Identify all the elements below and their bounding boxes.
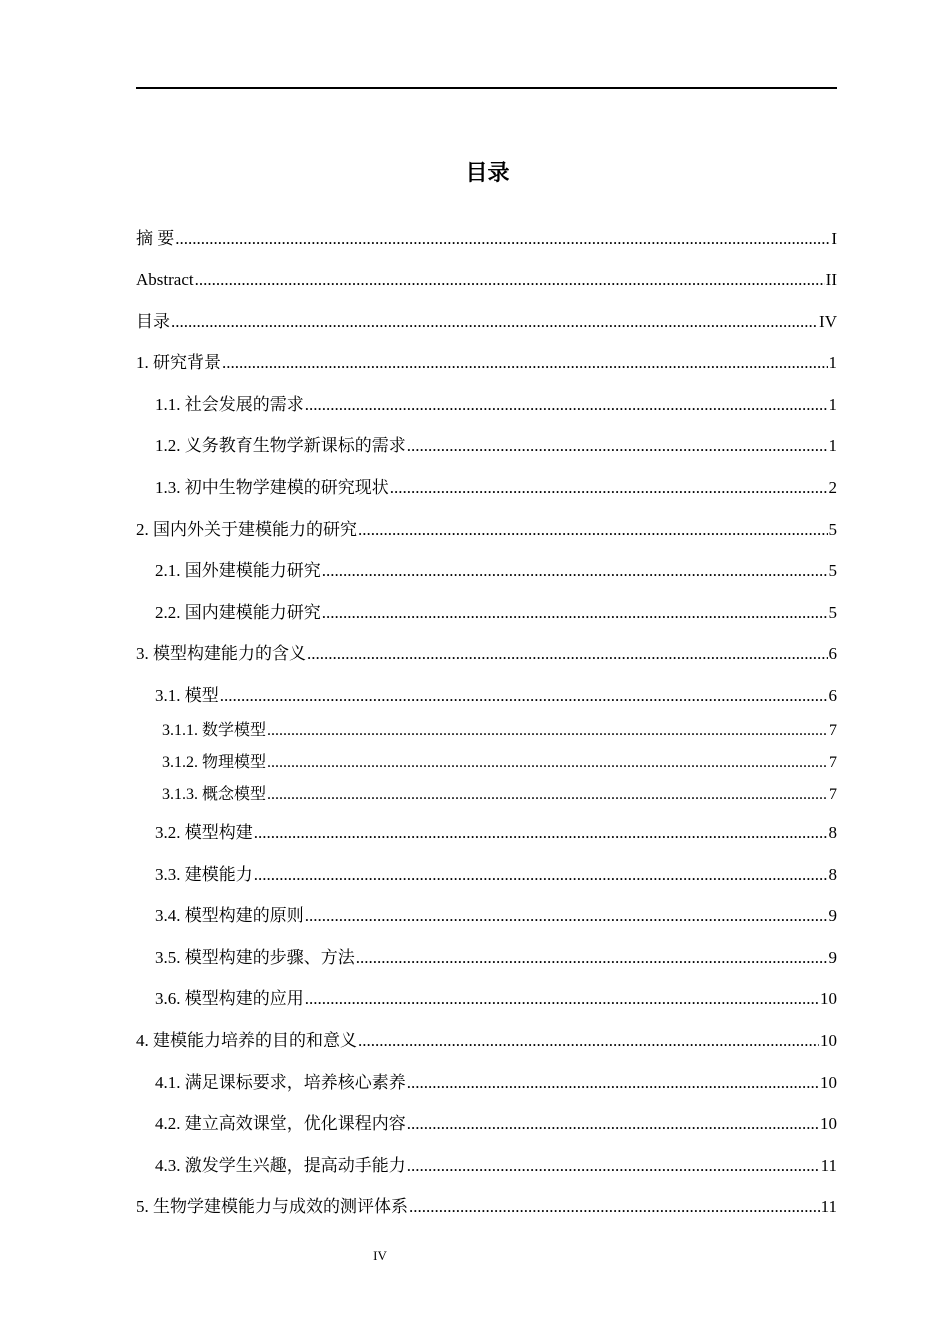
toc-entry-label: 3.2. 模型构建 [155, 823, 253, 842]
toc-leader [390, 476, 828, 500]
toc-entry-label: 3.1.3. 概念模型 [162, 786, 267, 803]
toc-leader [254, 821, 828, 845]
toc-entry-label: 4. 建模能力培养的目的和意义 [136, 1031, 357, 1050]
toc-entry[interactable] [162, 719, 837, 743]
toc-entry-page: 10 [820, 1073, 837, 1092]
toc-entry-page: 10 [820, 989, 837, 1008]
toc-leader [267, 783, 828, 807]
toc-entry[interactable] [155, 1154, 837, 1178]
toc-entry[interactable] [155, 1071, 837, 1095]
toc-entry[interactable] [155, 393, 837, 417]
toc-entry-page: 10 [820, 1031, 837, 1050]
toc-entry-page: 7 [829, 786, 837, 803]
toc-entry-page: 5 [828, 603, 837, 622]
toc-entry[interactable] [136, 1195, 837, 1219]
toc-leader [407, 1071, 819, 1095]
toc-leader [358, 1029, 819, 1053]
toc-entry-page: 7 [829, 722, 837, 739]
toc-entry[interactable] [155, 987, 837, 1011]
toc-entry-label: 3.1. 模型 [155, 686, 219, 705]
toc-entry-label: 1.1. 社会发展的需求 [155, 395, 304, 414]
toc-leader [407, 434, 828, 458]
toc-entry-page: 1 [828, 436, 837, 455]
toc-entry-page: 2 [828, 478, 837, 497]
page-title: 目录 [465, 161, 510, 186]
toc-entry[interactable] [136, 268, 837, 292]
toc-entry-label: 2. 国内外关于建模能力的研究 [136, 520, 357, 539]
toc-entry-label: 4.3. 激发学生兴趣，提高动手能力 [155, 1156, 406, 1175]
toc-entry[interactable] [155, 904, 837, 928]
toc-entry[interactable] [155, 434, 837, 458]
toc-entry-page: 8 [828, 865, 837, 884]
toc-entry-page: 9 [828, 948, 837, 967]
toc-entry-label: 目录 [136, 312, 170, 331]
toc-entry-page: 1 [828, 353, 837, 372]
toc-entry[interactable] [162, 751, 837, 775]
toc-entry-page: 7 [829, 754, 837, 771]
toc-leader [407, 1112, 819, 1136]
toc-entry-label: 1.2. 义务教育生物学新课标的需求 [155, 436, 406, 455]
toc-entry-page: IV [819, 312, 837, 331]
toc-entry[interactable] [155, 821, 837, 845]
toc-entry-page: 6 [828, 644, 837, 663]
toc-entry-label: 2.2. 国内建模能力研究 [155, 603, 321, 622]
toc-leader [254, 863, 828, 887]
toc-entry-label: 3.4. 模型构建的原则 [155, 906, 304, 925]
toc-entry[interactable] [136, 351, 837, 375]
toc-leader [267, 719, 828, 743]
toc-entry-page: 5 [828, 561, 837, 580]
toc-entry-page: 9 [828, 906, 837, 925]
toc-entry-label: 3.1.1. 数学模型 [162, 722, 267, 739]
toc-leader [407, 1154, 820, 1178]
toc-leader [322, 559, 828, 583]
toc-entry-label: 1.3. 初中生物学建模的研究现状 [155, 478, 389, 497]
toc-entry[interactable] [136, 1029, 837, 1053]
toc-entry[interactable] [136, 642, 837, 666]
toc-leader [356, 946, 828, 970]
toc-leader [195, 268, 825, 292]
toc-entry-label: 5. 生物学建模能力与成效的测评体系 [136, 1197, 408, 1216]
toc-entry-label: 3. 模型构建能力的含义 [136, 644, 306, 663]
toc-entry-page: 8 [828, 823, 837, 842]
toc-entry-label: 3.3. 建模能力 [155, 865, 253, 884]
toc-entry-label: 1. 研究背景 [136, 353, 221, 372]
toc-leader [305, 987, 819, 1011]
toc-entry-label: 3.5. 模型构建的步骤、方法 [155, 948, 355, 967]
toc-entry-label: 摘 要 [136, 229, 175, 248]
toc-entry-page: 5 [828, 520, 837, 539]
toc-entry[interactable] [155, 1112, 837, 1136]
toc-leader [222, 351, 828, 375]
toc-leader [307, 642, 828, 666]
toc-leader [175, 227, 830, 251]
toc-entry[interactable] [155, 863, 837, 887]
toc-entry[interactable] [155, 476, 837, 500]
toc-leader [358, 518, 828, 542]
toc-entry-page: 11 [820, 1197, 837, 1216]
toc-entry[interactable] [136, 227, 837, 251]
toc-entry-label: 4.1. 满足课标要求，培养核心素养 [155, 1073, 406, 1092]
toc-leader [171, 310, 818, 334]
toc-leader [305, 904, 828, 928]
toc-entry[interactable] [155, 601, 837, 625]
toc-entry-page: 11 [820, 1156, 837, 1175]
toc-leader [220, 684, 828, 708]
toc-entry[interactable] [155, 684, 837, 708]
toc-entry[interactable] [155, 946, 837, 970]
footer-page-number: IV [373, 1248, 387, 1263]
toc-entry[interactable] [136, 518, 837, 542]
toc-entry-label: 3.1.2. 物理模型 [162, 754, 267, 771]
header-rule [136, 87, 837, 89]
toc-leader [322, 601, 828, 625]
toc-entry-page: 6 [828, 686, 837, 705]
toc-entry[interactable] [136, 310, 837, 334]
toc-entry-page: 10 [820, 1114, 837, 1133]
toc-entry-label: Abstract [136, 270, 194, 289]
toc-entry[interactable] [155, 559, 837, 583]
toc-entry-label: 3.6. 模型构建的应用 [155, 989, 304, 1008]
toc-leader [409, 1195, 820, 1219]
toc-entry-label: 2.1. 国外建模能力研究 [155, 561, 321, 580]
toc-entry-label: 4.2. 建立高效课堂，优化课程内容 [155, 1114, 406, 1133]
toc-leader [305, 393, 828, 417]
toc-entry[interactable] [162, 783, 837, 807]
toc-leader [267, 751, 828, 775]
toc-entry-page: II [825, 270, 837, 289]
toc-entry-page: 1 [828, 395, 837, 414]
toc-entry-page: I [831, 229, 837, 248]
